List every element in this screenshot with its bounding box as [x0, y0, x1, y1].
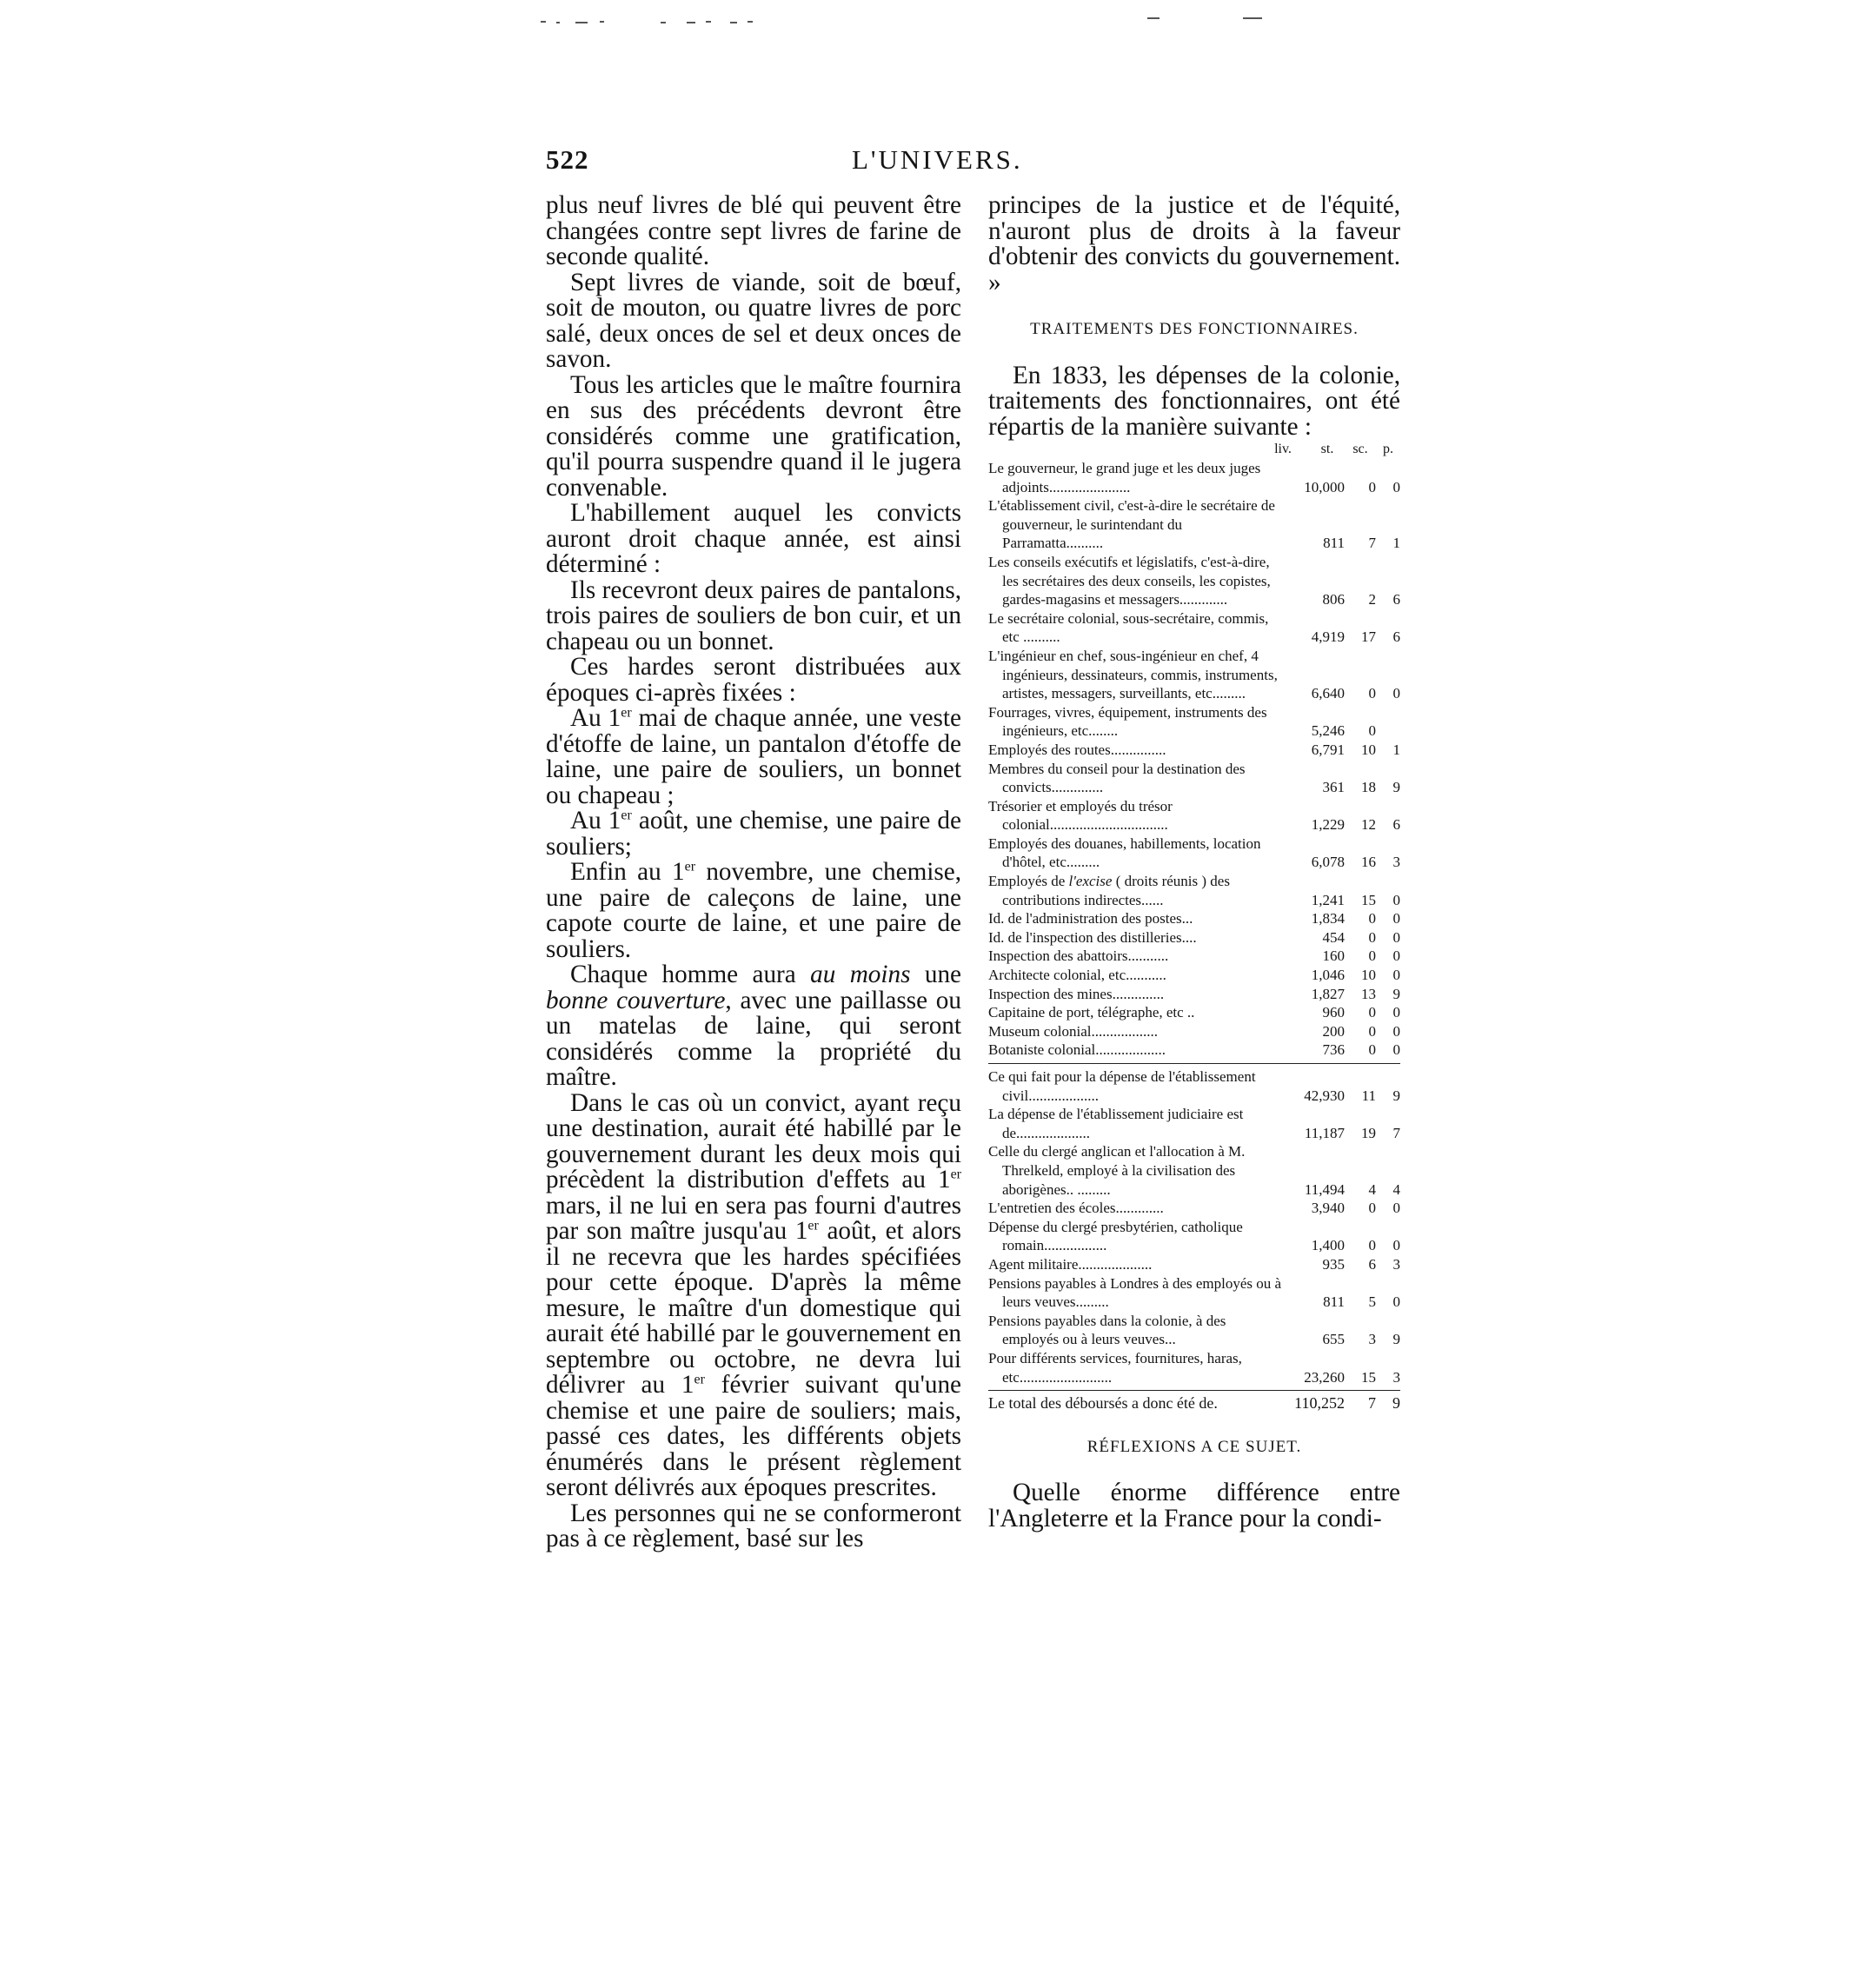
ledger-liv: 806 — [1322, 591, 1345, 608]
ledger-p: 7 — [1392, 1124, 1400, 1141]
paragraph: Tous les articles que le maître fournira en sus des précédents devront être considérés comme une gratification, qu'il pourra suspendre quand il le jugera convenable. — [546, 370, 961, 502]
page-number: 522 — [546, 144, 589, 175]
ledger-liv: 160 — [1322, 947, 1345, 965]
total-liv: 110,252 — [1294, 1394, 1345, 1413]
ledger-st: 18 — [1361, 779, 1376, 796]
ledger-p: 9 — [1392, 1331, 1400, 1348]
ledger-liv: 454 — [1322, 928, 1345, 946]
ledger-row — [988, 1003, 1400, 1022]
ledger-row — [988, 928, 1400, 947]
ledger-p: 0 — [1392, 928, 1400, 946]
ledger-row — [988, 609, 1400, 647]
ledger-st: 19 — [1361, 1124, 1376, 1141]
ledger-row — [988, 1067, 1400, 1105]
ledger-liv: 1,241 — [1311, 891, 1345, 908]
ledger-label: Inspection des abattoirs........... — [988, 947, 1169, 965]
ledger-row — [988, 741, 1400, 760]
ledger-p: 0 — [1392, 1293, 1400, 1311]
ledger-label: Architecte colonial, etc........... — [988, 967, 1166, 984]
ledger-row — [988, 909, 1400, 928]
ledger-liv: 11,187 — [1304, 1124, 1345, 1141]
ledger-label: Membres du conseil pour la destination des convicts.............. — [988, 760, 1246, 796]
ledger-label: Trésorier et employés du trésor colonial................................ — [988, 797, 1173, 834]
ledger-label: Pour différents services, fournitures, haras, etc......................... — [988, 1349, 1242, 1386]
ledger-label: Id. de l'administration des postes... — [988, 910, 1193, 928]
ledger-row — [988, 459, 1400, 496]
left-column — [546, 193, 961, 1553]
ledger-liv: 1,827 — [1311, 985, 1345, 1002]
ledger-total-rule — [988, 1390, 1400, 1391]
ledger-row — [988, 760, 1400, 797]
ledger-st: 0 — [1368, 1200, 1376, 1217]
ledger-column-header: st. — [1320, 442, 1334, 456]
ledger-p: 0 — [1392, 1004, 1400, 1021]
total-st: 7 — [1368, 1394, 1376, 1413]
paragraph: L'habillement auquel les convicts auront droit chaque année, est ainsi déterminé : — [546, 499, 961, 578]
ledger-p: 1 — [1392, 741, 1400, 758]
ledger-label: L'établissement civil, c'est-à-dire le secrétaire de gouverneur, le surintendant du Parramatta.......... — [988, 497, 1275, 552]
ledger-column-header: liv. — [1274, 442, 1292, 456]
ledger-row — [988, 966, 1400, 985]
right-column — [988, 193, 1400, 1532]
ledger-label: Le secrétaire colonial, sous-secrétaire, commis, etc .......... — [988, 609, 1269, 646]
ledger-liv: 5,246 — [1311, 722, 1345, 740]
ledger-liv: 6,791 — [1311, 741, 1345, 758]
ledger-liv: 4,919 — [1311, 628, 1345, 646]
ledger-label: Id. de l'inspection des distilleries.... — [988, 928, 1197, 946]
ledger-liv: 6,640 — [1311, 685, 1345, 702]
ledger-p: 0 — [1392, 1022, 1400, 1040]
ledger-p: 3 — [1392, 1368, 1400, 1386]
ledger-rule — [988, 1063, 1400, 1064]
ledger-liv: 3,940 — [1311, 1200, 1345, 1217]
ledger-liv: 935 — [1322, 1255, 1345, 1273]
ledger-st: 0 — [1368, 928, 1376, 946]
ledger-label: Botaniste colonial................... — [988, 1041, 1166, 1059]
ledger-p: 0 — [1392, 1237, 1400, 1254]
ledger-p: 0 — [1392, 947, 1400, 965]
ledger-st: 2 — [1368, 591, 1376, 608]
paragraph: Dans le cas où un convict, ayant reçu une destination, aurait été habillé par le gouvernement durant les deux mois qui précèdent la distribution d'effets au 1er mars, il ne lui en sera pas fourni d'autres par son maître jusqu'au 1er août, et alors il ne recevra que les hardes spécifiées pour cette époque. D'après la même mesure, le maître d'un domestique qui aurait été habillé par le gouvernement en septembre ou octobre, ne devra lui délivrer au 1er février suivant qu'une chemise et une paire de souliers; mais, passé ces dates, les différents objets énumérés dans le présent règlement seront délivrés aux époques prescrites. — [546, 1088, 962, 1501]
ledger-section-1 — [988, 459, 1400, 1060]
ledger-liv: 11,494 — [1304, 1180, 1345, 1198]
ledger-row — [988, 496, 1400, 553]
paragraph: Chaque homme aura au moins une bonne couverture, avec une paillasse ou un matelas de laine, qui seront considérés comme la propriété du maître. — [546, 961, 961, 1091]
ledger-section-2 — [988, 1067, 1400, 1386]
intro-paragraph: En 1833, les dépenses de la colonie, traitements des fonctionnaires, ont été répartis de la manière suivante : — [988, 361, 1400, 441]
ledger-st: 0 — [1368, 722, 1376, 740]
ledger-liv: 960 — [1322, 1004, 1345, 1021]
ledger-st: 3 — [1368, 1331, 1376, 1348]
ledger-column-header: sc. — [1352, 442, 1368, 456]
ledger-st: 17 — [1361, 628, 1376, 646]
ledger-liv: 1,229 — [1311, 816, 1345, 834]
ledger-label: Employés des routes............... — [988, 741, 1166, 758]
ledger-p: 0 — [1392, 1200, 1400, 1217]
paragraph: Ils recevront deux paires de pantalons, trois paires de souliers de bon cuir, et un chapeau ou un bonnet. — [546, 575, 961, 655]
ledger-st: 4 — [1368, 1180, 1376, 1198]
ledger-row — [988, 1312, 1400, 1349]
ledger-row — [988, 553, 1400, 609]
ledger-row — [988, 872, 1400, 909]
ledger-column-header: p. — [1383, 442, 1393, 456]
ledger-row — [988, 1041, 1400, 1060]
salary-ledger — [988, 442, 1400, 1413]
ledger-liv: 200 — [1322, 1022, 1345, 1040]
paragraph: Ces hardes seront distribuées aux époques ci-après fixées : — [546, 653, 961, 707]
ledger-p: 6 — [1392, 591, 1400, 608]
ledger-st: 0 — [1368, 910, 1376, 928]
ledger-liv: 736 — [1322, 1041, 1345, 1059]
ledger-st: 16 — [1361, 854, 1376, 871]
ledger-label: Capitaine de port, télégraphe, etc .. — [988, 1004, 1195, 1021]
ledger-row — [988, 834, 1400, 872]
ledger-st: 11 — [1361, 1087, 1376, 1104]
ledger-st: 0 — [1368, 1004, 1376, 1021]
ledger-p: 0 — [1392, 1041, 1400, 1059]
ledger-label: Fourrages, vivres, équipement, instruments des ingénieurs, etc........ — [988, 703, 1267, 740]
ledger-st: 15 — [1361, 1368, 1376, 1386]
ledger-liv: 655 — [1322, 1331, 1345, 1348]
ledger-liv: 6,078 — [1311, 854, 1345, 871]
ledger-liv: 1,046 — [1311, 967, 1345, 984]
ledger-label: Ce qui fait pour la dépense de l'établissement civil................... — [988, 1068, 1256, 1104]
ledger-liv: 1,400 — [1311, 1237, 1345, 1254]
ledger-p: 0 — [1392, 910, 1400, 928]
ledger-label: Celle du clergé anglican et l'allocation à M. Threlkeld, employé à la civilisation des aborigènes.. ......... — [988, 1143, 1246, 1198]
paragraph: Enfin au 1er novembre, une chemise, une paire de caleçons de laine, une capote courte de laine, et une paire de souliers. — [546, 858, 961, 963]
ledger-st: 6 — [1368, 1255, 1376, 1273]
ledger-st: 0 — [1368, 685, 1376, 702]
continuation-text: principes de la justice et de l'équité, n'auront plus de droits à la faveur d'obtenir des convicts du gouvernement. » — [988, 191, 1400, 296]
ledger-label: Le gouverneur, le grand juge et les deux juges adjoints...................... — [988, 460, 1261, 495]
paragraph: Au 1er mai de chaque année, une veste d'étoffe de laine, un pantalon d'étoffe de laine, une paire de souliers, un bonnet ou chapeau ; — [546, 704, 961, 809]
paragraph: Au 1er août, une chemise, une paire de souliers; — [546, 807, 961, 861]
ledger-row — [988, 947, 1400, 966]
ledger-row — [988, 1142, 1400, 1199]
ledger-label: Agent militaire.................... — [988, 1255, 1153, 1273]
ledger-p: 0 — [1392, 891, 1400, 908]
ledger-liv: 811 — [1323, 535, 1345, 552]
ledger-row — [988, 1274, 1400, 1312]
paragraph: Sept livres de viande, soit de bœuf, soit de mouton, ou quatre livres de porc salé, deux onces de sel et deux onces de savon. — [546, 268, 961, 373]
ledger-row — [988, 1255, 1400, 1274]
running-title: L'UNIVERS. — [852, 144, 1023, 175]
ledger-st: 7 — [1368, 535, 1376, 552]
ledger-row — [988, 797, 1400, 834]
ledger-st: 0 — [1368, 1237, 1376, 1254]
section-title: TRAITEMENTS DES FONCTIONNAIRES. — [1030, 320, 1359, 338]
ledger-liv: 42,930 — [1304, 1087, 1345, 1104]
ledger-st: 10 — [1361, 741, 1376, 758]
ledger-p: 1 — [1392, 535, 1400, 552]
ledger-liv: 23,260 — [1304, 1368, 1345, 1386]
ledger-row — [988, 647, 1400, 703]
ledger-p: 0 — [1392, 967, 1400, 984]
ledger-row — [988, 1349, 1400, 1386]
ledger-p: 3 — [1392, 854, 1400, 871]
ledger-label: Pensions payables à Londres à des employés ou à leurs veuves......... — [988, 1274, 1282, 1311]
ledger-row — [988, 1105, 1400, 1142]
total-p: 9 — [1392, 1394, 1400, 1413]
paragraph: plus neuf livres de blé qui peuvent être changées contre sept livres de farine de seconde qualité. — [546, 191, 961, 270]
ledger-p: 9 — [1392, 1087, 1400, 1104]
ledger-p: 6 — [1392, 628, 1400, 646]
ledger-label: Dépense du clergé presbytérien, catholique romain................. — [988, 1218, 1243, 1254]
ledger-p: 3 — [1392, 1255, 1400, 1273]
ledger-label: Employés des douanes, habillements, location d'hôtel, etc......... — [988, 834, 1261, 871]
ledger-p: 0 — [1392, 685, 1400, 702]
ledger-row — [988, 1218, 1400, 1255]
ledger-label: Pensions payables dans la colonie, à des employés ou à leurs veuves... — [988, 1312, 1226, 1348]
ledger-liv: 1,834 — [1311, 910, 1345, 928]
ledger-st: 0 — [1368, 1041, 1376, 1059]
paragraph: Les personnes qui ne se conformeront pas à ce règlement, basé sur les — [546, 1499, 961, 1553]
ledger-label: Inspection des mines.............. — [988, 985, 1165, 1002]
ledger-row — [988, 985, 1400, 1004]
ledger-st: 10 — [1361, 967, 1376, 984]
ledger-st: 0 — [1368, 947, 1376, 965]
ledger-liv: 10,000 — [1304, 478, 1345, 495]
ledger-row — [988, 1199, 1400, 1218]
ledger-st: 13 — [1361, 985, 1376, 1002]
ledger-label: Les conseils exécutifs et législatifs, c'est-à-dire, les secrétaires des deux conseils, les copistes, gardes-magasins et messagers............. — [988, 553, 1271, 608]
ledger-liv: 361 — [1322, 779, 1345, 796]
ledger-label: La dépense de l'établissement judiciaire est de.................... — [988, 1106, 1244, 1141]
ledger-label: Museum colonial.................. — [988, 1022, 1159, 1040]
ledger-st: 15 — [1361, 891, 1376, 908]
total-label: Le total des déboursés a donc été de. — [988, 1394, 1218, 1413]
closing-paragraph: Quelle énorme différence entre l'Angleterre et la France pour la condi- — [988, 1479, 1400, 1533]
ledger-st: 12 — [1361, 816, 1376, 834]
ledger-liv: 811 — [1323, 1293, 1345, 1311]
ledger-p: 4 — [1392, 1180, 1400, 1198]
ledger-st: 5 — [1368, 1293, 1376, 1311]
ledger-label: Employés de l'excise ( droits réunis ) des contributions indirectes...... — [988, 873, 1230, 908]
ledger-p: 9 — [1392, 779, 1400, 796]
ledger-row — [988, 703, 1400, 741]
ledger-p: 0 — [1392, 478, 1400, 495]
ledger-row — [988, 1022, 1400, 1041]
scan-specks — [0, 12, 1854, 30]
ledger-p: 6 — [1392, 816, 1400, 834]
ledger-label: L'entretien des écoles............. — [988, 1200, 1164, 1217]
ledger-label: L'ingénieur en chef, sous-ingénieur en chef, 4 ingénieurs, dessinateurs, commis, instruments, artistes, messagers, surveillants, etc......... — [988, 647, 1278, 702]
ledger-st: 0 — [1368, 1022, 1376, 1040]
ledger-total-row — [988, 1394, 1400, 1413]
ledger-header — [988, 442, 1400, 457]
section-title-2: RÉFLEXIONS A CE SUJET. — [1086, 1437, 1302, 1456]
ledger-st: 0 — [1368, 478, 1376, 495]
ledger-p: 9 — [1392, 985, 1400, 1002]
